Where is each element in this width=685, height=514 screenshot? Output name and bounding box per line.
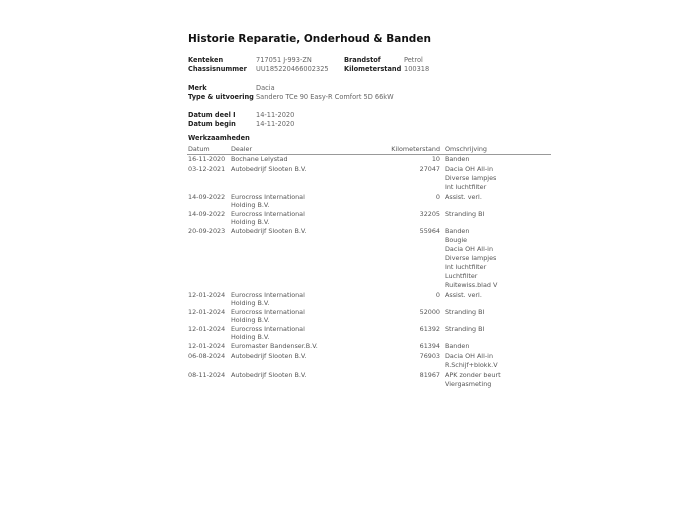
omschrijving-line: Diverse lampjes [445, 254, 497, 262]
row-omschrijving [444, 325, 551, 342]
omschrijving-line: Banden [445, 342, 470, 350]
row-dealer: Euromaster Bandenser.B.V. [231, 342, 318, 350]
omschrijving-line: Int luchtfilter [445, 263, 487, 271]
table-row [187, 352, 551, 371]
kenteken-label: Kenteken [188, 56, 224, 64]
table-row [187, 291, 551, 308]
row-omschrijving [444, 165, 551, 193]
row-omschrijving [444, 352, 551, 371]
row-dealer: Autobedrijf Slooten B.V. [231, 371, 307, 379]
omschrijving-line: Bougie [445, 236, 468, 244]
row-omschrijving [444, 155, 551, 166]
col-dealer: Dealer [230, 145, 329, 155]
row-datum: 14-09-2022 [188, 193, 226, 201]
row-omschrijving [444, 193, 551, 210]
type-label: Type & uitvoering [188, 93, 254, 101]
row-km: 10 [431, 155, 440, 163]
km-value: 100318 [404, 65, 430, 73]
chassis-value: UU185220466002325 [256, 65, 329, 73]
col-km: Kilometerstand [329, 145, 444, 155]
row-km: 0 [435, 291, 440, 299]
row-km: 76903 [419, 352, 440, 360]
row-omschrijving [444, 210, 551, 227]
page-title: Historie Reparatie, Onderhoud & Banden [188, 33, 431, 45]
table-row [187, 308, 551, 325]
omschrijving-line: Assist. verl. [445, 193, 482, 201]
omschrijving-line: Banden [445, 227, 470, 235]
chassis-label: Chassisnummer [188, 65, 247, 73]
omschrijving-line: Dacia OH All-in [445, 352, 493, 360]
col-datum: Datum [187, 145, 230, 155]
row-dealer: Autobedrijf Slooten B.V. [231, 227, 307, 235]
row-datum: 12-01-2024 [188, 291, 226, 299]
brandstof-value: Petrol [404, 56, 423, 64]
row-datum: 06-08-2024 [188, 352, 226, 360]
row-dealer: Eurocross International Holding B.V. [231, 210, 305, 226]
row-datum: 20-09-2023 [188, 227, 226, 235]
row-dealer: Eurocross International Holding B.V. [231, 325, 305, 341]
row-km: 61392 [419, 325, 440, 333]
row-km: 61394 [419, 342, 440, 350]
omschrijving-line: Assist. verl. [445, 291, 482, 299]
row-omschrijving [444, 308, 551, 325]
row-dealer: Eurocross International Holding B.V. [231, 308, 305, 324]
row-km: 52000 [419, 308, 440, 316]
row-omschrijving [444, 291, 551, 308]
row-dealer: Bochane Lelystad [231, 155, 288, 163]
table-row [187, 371, 551, 390]
table-row [187, 193, 551, 210]
omschrijving-line: Int luchtfilter [445, 183, 487, 191]
km-label: Kilometerstand [344, 65, 402, 73]
row-dealer: Eurocross International Holding B.V. [231, 193, 305, 209]
omschrijving-line: Stranding BI [445, 210, 485, 218]
datum-begin-value: 14-11-2020 [256, 120, 295, 128]
table-row [187, 325, 551, 342]
omschrijving-line: Banden [445, 155, 470, 163]
omschrijving-line: Viergasmeting [445, 380, 492, 388]
row-km: 32205 [419, 210, 440, 218]
row-datum: 12-01-2024 [188, 325, 226, 333]
table-row [187, 165, 551, 193]
omschrijving-line: Stranding BI [445, 308, 485, 316]
row-datum: 12-01-2024 [188, 342, 226, 350]
datum-deel-value: 14-11-2020 [256, 111, 295, 119]
type-value: Sandero TCe 90 Easy-R Comfort 5D 66kW [256, 93, 394, 101]
omschrijving-line: Ruitewiss.blad V [445, 281, 498, 289]
omschrijving-line: Stranding BI [445, 325, 485, 333]
omschrijving-line: R.Schijf+blokk.V [445, 361, 498, 369]
row-km: 27047 [419, 165, 440, 173]
omschrijving-line: Diverse lampjes [445, 174, 497, 182]
table-row [187, 227, 551, 291]
row-km: 81967 [419, 371, 440, 379]
omschrijving-line: APK zonder beurt [445, 371, 501, 379]
col-omschrijving: Omschrijving [444, 145, 551, 155]
datum-deel-label: Datum deel I [188, 111, 236, 119]
row-datum: 12-01-2024 [188, 308, 226, 316]
merk-value: Dacia [256, 84, 275, 92]
omschrijving-line: Dacia OH All-in [445, 165, 493, 173]
table-header [187, 145, 551, 155]
merk-label: Merk [188, 84, 207, 92]
omschrijving-line: Dacia OH All-in [445, 245, 493, 253]
datum-begin-label: Datum begin [188, 120, 236, 128]
row-dealer: Eurocross International Holding B.V. [231, 291, 305, 307]
werkzaamheden-table [187, 145, 551, 390]
row-omschrijving [444, 371, 551, 390]
row-omschrijving [444, 342, 551, 352]
row-datum: 16-11-2020 [188, 155, 226, 163]
brandstof-label: Brandstof [344, 56, 381, 64]
row-dealer: Autobedrijf Slooten B.V. [231, 352, 307, 360]
kenteken-value: 717051 J-993-ZN [256, 56, 312, 64]
row-dealer: Autobedrijf Slooten B.V. [231, 165, 307, 173]
row-datum: 08-11-2024 [188, 371, 226, 379]
row-datum: 14-09-2022 [188, 210, 226, 218]
row-km: 0 [435, 193, 440, 201]
table-row [187, 155, 551, 166]
row-omschrijving [444, 227, 551, 291]
table-row [187, 210, 551, 227]
table-row [187, 342, 551, 352]
row-km: 55964 [419, 227, 440, 235]
row-datum: 03-12-2021 [188, 165, 226, 173]
omschrijving-line: Luchtfilter [445, 272, 478, 280]
werkzaamheden-heading: Werkzaamheden [188, 134, 250, 142]
